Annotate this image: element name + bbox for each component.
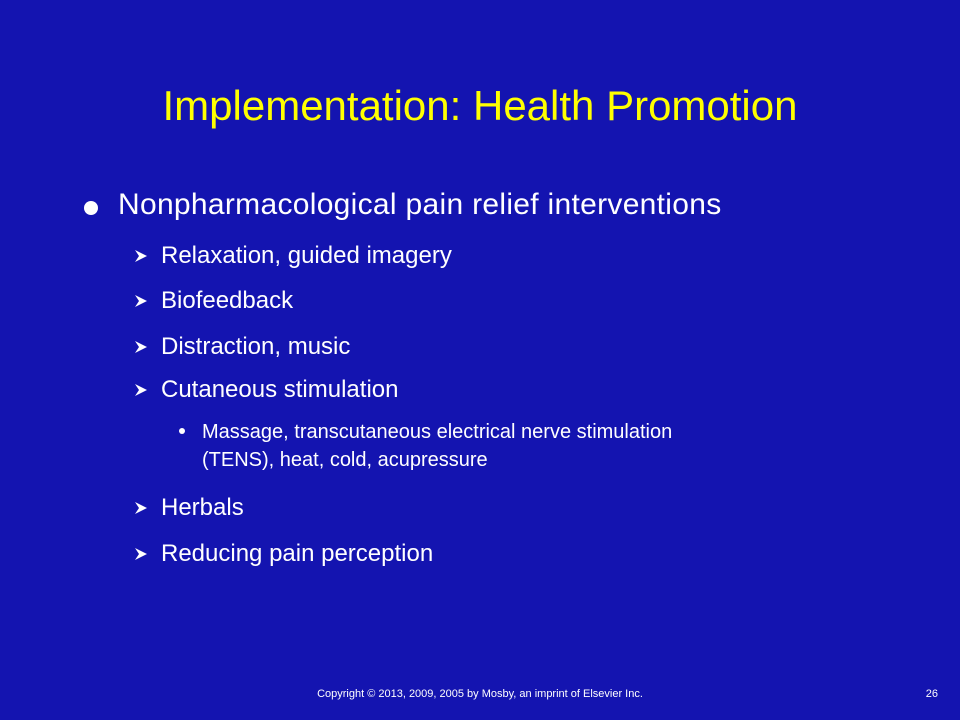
arrowhead-bullet-icon xyxy=(134,501,148,515)
arrowhead-bullet-icon xyxy=(134,340,148,354)
arrowhead-bullet-icon xyxy=(134,249,148,263)
sub-bullet-text: Herbals xyxy=(161,494,244,521)
sub-bullet-item xyxy=(0,284,960,318)
sub-bullet-item xyxy=(0,239,960,273)
copyright-notice: Copyright © 2013, 2009, 2005 by Mosby, an imprint of Elsevier Inc. xyxy=(317,688,643,700)
main-bullet-text: Nonpharmacological pain relief interventions xyxy=(118,188,722,221)
arrowhead-bullet-icon xyxy=(134,294,148,308)
sub-bullet-text: Biofeedback xyxy=(161,287,294,314)
arrowhead-bullet-icon xyxy=(134,383,148,397)
sub-bullet-text: Reducing pain perception xyxy=(161,540,434,567)
sub-bullet-item xyxy=(0,491,960,525)
nested-bullet-line: (TENS), heat, cold, acupressure xyxy=(202,449,488,471)
sub-bullet-item xyxy=(0,537,960,571)
slide-title: Implementation: Health Promotion xyxy=(162,82,798,129)
page-number: 26 xyxy=(925,688,938,700)
sub-bullet-item xyxy=(0,330,960,364)
sub-bullet-item xyxy=(0,373,960,407)
arrowhead-bullet-icon xyxy=(134,547,148,561)
slide-footer xyxy=(0,684,960,704)
sub-bullet-text: Cutaneous stimulation xyxy=(161,376,399,403)
nested-bullet-text xyxy=(202,418,882,474)
nested-bullet-line: Massage, transcutaneous electrical nerve stimulation xyxy=(202,421,673,443)
small-dot-bullet-icon xyxy=(179,428,185,434)
filled-circle-bullet-icon xyxy=(84,201,98,215)
sub-bullet-text: Distraction, music xyxy=(161,333,351,360)
sub-bullet-text: Relaxation, guided imagery xyxy=(161,242,452,269)
